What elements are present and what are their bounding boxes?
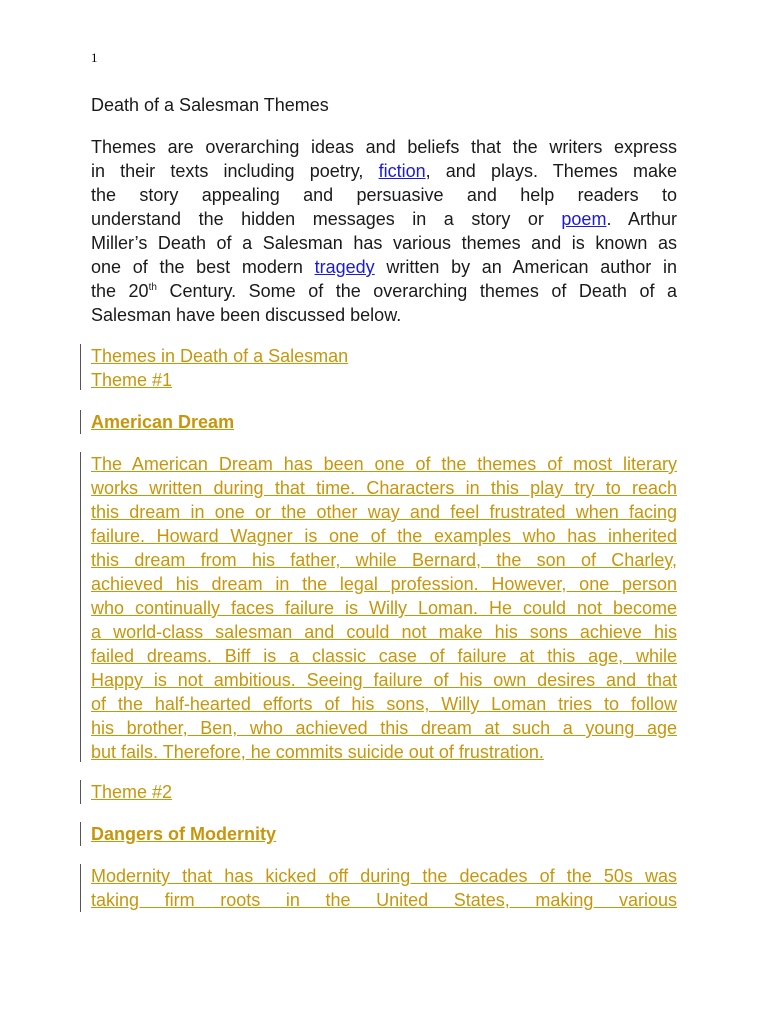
section-heading: Themes in Death of a Salesman xyxy=(91,346,349,366)
paragraph-line: this dream in one or the other way and feel frustrated when facing xyxy=(91,502,677,522)
intro-paragraph xyxy=(91,135,677,327)
paragraph-line: of the half-hearted efforts of his sons, Willy Loman tries to follow xyxy=(91,694,677,714)
intro-line: understand the hidden messages in a story or poem. Arthur xyxy=(91,209,677,229)
paragraph-line: Happy is not ambitious. Seeing failure of his own desires and that xyxy=(91,670,677,690)
theme-1-title-block xyxy=(91,410,677,434)
paragraph-line: Modernity that has kicked off during the decades of the 50s was xyxy=(91,866,677,886)
document-title: Death of a Salesman Themes xyxy=(91,95,329,115)
fiction-link[interactable]: fiction xyxy=(378,161,426,181)
theme-2-title: Dangers of Modernity xyxy=(91,824,277,844)
page-number: 1 xyxy=(91,50,98,65)
theme-2-label-block xyxy=(91,780,677,804)
change-bar xyxy=(80,864,81,912)
paragraph-line: taking firm roots in the United States, making various xyxy=(91,890,677,910)
paragraph-line: works written during that time. Characters in this play try to reach xyxy=(91,478,677,498)
theme-1-label: Theme #1 xyxy=(91,370,173,390)
paragraph-line: failure. Howard Wagner is one of the examples who has inherited xyxy=(91,526,677,546)
intro-line: in their texts including poetry, fiction, and plays. Themes make xyxy=(91,161,677,181)
change-bar xyxy=(80,780,81,804)
intro-line: Miller’s Death of a Salesman has various themes and is known as xyxy=(91,233,677,253)
tragedy-link[interactable]: tragedy xyxy=(314,257,375,277)
theme-1-title: American Dream xyxy=(91,412,235,432)
change-bar xyxy=(80,410,81,434)
paragraph-line: The American Dream has been one of the themes of most literary xyxy=(91,454,677,474)
paragraph-line: his brother, Ben, who achieved this dream at such a young age xyxy=(91,718,677,738)
paragraph-line: this dream from his father, while Bernard, the son of Charley, xyxy=(91,550,677,570)
intro-line: Salesman have been discussed below. xyxy=(91,305,402,325)
paragraph-line: a world-class salesman and could not make his sons achieve his xyxy=(91,622,677,642)
paragraph-line: failed dreams. Biff is a classic case of failure at this age, while xyxy=(91,646,677,666)
intro-line: the 20th Century. Some of the overarching themes of Death of a xyxy=(91,281,678,301)
theme-2-label: Theme #2 xyxy=(91,782,173,802)
paragraph-line: achieved his dream in the legal profession. However, one person xyxy=(91,574,677,594)
paragraph-line: who continually faces failure is Willy Loman. He could not become xyxy=(91,598,677,618)
intro-line: Themes are overarching ideas and beliefs that the writers express xyxy=(91,137,677,157)
paragraph-line: but fails. Therefore, he commits suicide out of frustration. xyxy=(91,742,544,762)
theme-2-paragraph xyxy=(91,864,677,912)
change-bar xyxy=(80,822,81,846)
intro-line: the story appealing and persuasive and help readers to xyxy=(91,185,677,205)
section-heading-block xyxy=(91,344,677,392)
theme-1-paragraph xyxy=(91,452,677,764)
intro-line: one of the best modern tragedy written by an American author in xyxy=(91,257,677,277)
theme-2-title-block xyxy=(91,822,677,846)
poem-link[interactable]: poem xyxy=(561,209,607,229)
change-bar xyxy=(80,452,81,762)
change-bar xyxy=(80,344,81,390)
